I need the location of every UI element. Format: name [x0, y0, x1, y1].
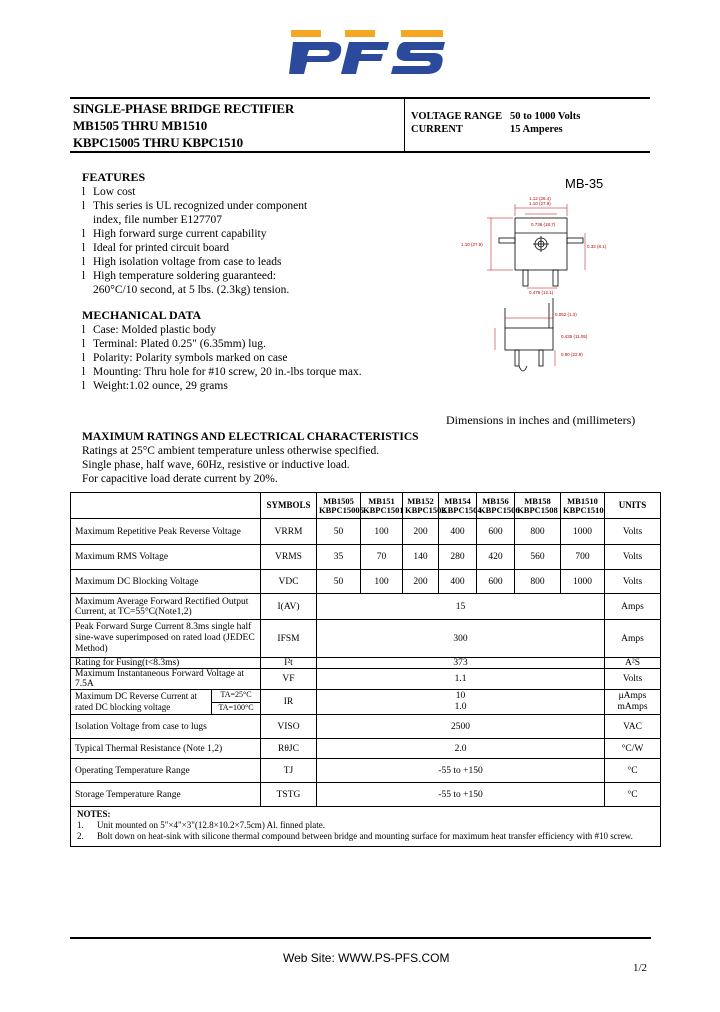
bullet-icon: l: [82, 324, 86, 336]
voltage-range-value: 50 to 1000 Volts: [510, 111, 581, 122]
mechanical-item: l Case: Molded plastic body: [82, 324, 216, 336]
value-cell: 700: [561, 545, 605, 570]
value-cell: 50: [317, 570, 361, 594]
feature-item: l Low cost: [82, 186, 136, 198]
feature-item: 260°C/10 second, at 5 lbs. (2.3kg) tension.: [93, 284, 290, 296]
param-cell: Maximum RMS Voltage: [71, 545, 261, 570]
unit-cell: Volts: [605, 669, 661, 690]
value-cell: 420: [477, 545, 515, 570]
ratings-note: Single phase, half wave, 60Hz, resistive or inductive load.: [82, 459, 350, 471]
mechanical-item: l Polarity: Polarity symbols marked on case: [82, 352, 288, 364]
dimension-label: 1.12 (28.4): [529, 196, 551, 201]
feature-item: l High isolation voltage from case to leads: [82, 256, 282, 268]
table-row: [71, 739, 661, 759]
value-cell: -55 to +150: [317, 783, 605, 807]
dimension-label: 1.10 (27.9): [461, 242, 483, 247]
value-cell: 373: [317, 658, 605, 669]
note-item: 2. Bolt down on heat-sink with silicone thermal compound between bridge and mounting surface for maximum heat transfer efficiency with #10 screw.: [77, 831, 633, 841]
dimension-label: 0.435 (11.05): [561, 334, 588, 339]
note-item: 1. Unit mounted on 5"×4"×3"(12.8×10.2×7.5cm) Al. finned plate.: [77, 820, 326, 830]
value-cell: 560: [515, 545, 561, 570]
mechanical-list: [82, 323, 362, 393]
table-row: [71, 594, 661, 620]
part-header: MB151 KBPC1501: [361, 493, 403, 519]
param-cell: Maximum DC Blocking Voltage: [71, 570, 261, 594]
value-cell: -55 to +150: [317, 759, 605, 783]
notes-cell: [71, 807, 661, 847]
page-number: 1/2: [633, 962, 648, 974]
mechanical-title: MECHANICAL DATA: [82, 308, 202, 322]
ratings-note: Ratings at 25°C ambient temperature unless otherwise specified.: [82, 445, 380, 457]
value-cell: 300: [317, 620, 605, 658]
unit-cell: Amps: [605, 594, 661, 620]
voltage-range-label: VOLTAGE RANGE: [411, 111, 503, 122]
mechanical-item: l Terminal: Plated 0.25" (6.35mm) lug.: [82, 338, 266, 350]
bullet-icon: l: [82, 200, 86, 212]
current-label: CURRENT: [411, 124, 463, 135]
table-row: [71, 759, 661, 783]
table-row: [71, 620, 661, 658]
table-notes-row: [71, 807, 661, 847]
value-cell: 800: [515, 570, 561, 594]
value-cell: 600: [477, 570, 515, 594]
header-bottom-rule: [70, 151, 650, 153]
symbol-cell: IFSM: [261, 620, 317, 658]
unit-cell: Volts: [605, 570, 661, 594]
features-title: FEATURES: [82, 170, 146, 184]
value-cell: 1000: [561, 570, 605, 594]
symbols-header: SYMBOLS: [261, 493, 317, 519]
value-cell: 200: [403, 570, 439, 594]
table-row: [71, 690, 661, 715]
part-header: MB1510 KBPC1510: [561, 493, 605, 519]
value-cell: 100: [361, 570, 403, 594]
value-cell: 140: [403, 545, 439, 570]
dimension-label: 0.476 (12.1): [529, 290, 554, 295]
param-cell: Maximum Average Forward Rectified Output Current, at TC=55°C(Note1,2): [71, 594, 261, 620]
feature-item: l High forward surge current capability: [82, 228, 267, 240]
unit-cell: °C: [605, 783, 661, 807]
feature-item: l High temperature soldering guaranteed:: [82, 270, 276, 282]
unit-cell: μAmps mAmps: [605, 690, 661, 715]
value-cell: 600: [477, 519, 515, 545]
table-header-row: [71, 493, 661, 519]
table-row: [71, 783, 661, 807]
unit-cell: °C/W: [605, 739, 661, 759]
footer-rule: [70, 937, 651, 939]
value-cell: 400: [439, 570, 477, 594]
feature-item: l Ideal for printed circuit board: [82, 242, 230, 254]
mechanical-item: l Mounting: Thru hole for #10 screw, 20 in.-lbs torque max.: [82, 366, 362, 378]
header-top-rule: [70, 97, 650, 99]
feature-item: index, file number E127707: [93, 214, 223, 226]
symbol-cell: VF: [261, 669, 317, 690]
param-cell: Storage Temperature Range: [71, 783, 261, 807]
table-row: [71, 669, 661, 690]
symbol-cell: VRMS: [261, 545, 317, 570]
symbol-cell: VDC: [261, 570, 317, 594]
unit-cell: Volts: [605, 519, 661, 545]
bullet-icon: l: [82, 338, 86, 350]
value-cell: 1000: [561, 519, 605, 545]
value-cell: 400: [439, 519, 477, 545]
value-cell: 2500: [317, 715, 605, 739]
param-cell: Rating for Fusing(t<8.3ms): [71, 658, 261, 669]
part-header: MB156 KBPC1506: [477, 493, 515, 519]
header-divider: [404, 99, 405, 151]
unit-cell: Amps: [605, 620, 661, 658]
website-link[interactable]: Web Site: WWW.PS-PFS.COM: [283, 951, 450, 965]
dimension-label: 0.90 (22.9): [561, 352, 583, 357]
bullet-icon: l: [82, 256, 86, 268]
unit-cell: VAC: [605, 715, 661, 739]
dimension-label: 1.10 (27.9): [529, 201, 551, 206]
table-row: [71, 519, 661, 545]
value-cell: 35: [317, 545, 361, 570]
unit-cell: Volts: [605, 545, 661, 570]
pfs-logo: [283, 26, 458, 78]
symbol-cell: RθJC: [261, 739, 317, 759]
value-cell: 800: [515, 519, 561, 545]
notes-title: NOTES:: [77, 809, 111, 819]
package-outline-drawing: [445, 178, 645, 408]
ratings-table: [70, 492, 661, 847]
dimension-label: 0.052 (1.3): [555, 312, 577, 317]
bullet-icon: l: [82, 228, 86, 240]
symbol-cell: VRRM: [261, 519, 317, 545]
part-header: MB1505 KBPC15005: [317, 493, 361, 519]
mechanical-item: l Weight:1.02 ounce, 29 grams: [82, 380, 228, 392]
part-header: MB154 KBPC1504: [439, 493, 477, 519]
bullet-icon: l: [82, 270, 86, 282]
symbol-cell: I²t: [261, 658, 317, 669]
value-cell: 15: [317, 594, 605, 620]
table-row: [71, 658, 661, 669]
product-title: SINGLE-PHASE BRIDGE RECTIFIER: [73, 101, 295, 116]
dimension-label: 0.736 (18.7): [531, 222, 556, 227]
value-cell: 1.1: [317, 669, 605, 690]
bullet-icon: l: [82, 242, 86, 254]
param-header: [71, 493, 261, 519]
units-header: UNITS: [605, 493, 661, 519]
package-label: MB-35: [565, 176, 604, 191]
value-cell: 50: [317, 519, 361, 545]
part-header: MB152 KBPC1502: [403, 493, 439, 519]
value-cell: 100: [361, 519, 403, 545]
symbol-cell: I(AV): [261, 594, 317, 620]
bullet-icon: l: [82, 186, 86, 198]
ratings-title: MAXIMUM RATINGS AND ELECTRICAL CHARACTERISTICS: [82, 431, 419, 443]
feature-item: l This series is UL recognized under component: [82, 200, 308, 212]
param-cell: Maximum Instantaneous Forward Voltage at 7.5A: [71, 669, 261, 690]
symbol-cell: IR: [261, 690, 317, 715]
value-cell: 2.0: [317, 739, 605, 759]
param-cell: Operating Temperature Range: [71, 759, 261, 783]
current-value: 15 Amperes: [510, 124, 563, 135]
value-cell: 10 1.0: [317, 690, 605, 715]
value-cell: 70: [361, 545, 403, 570]
part-header: MB158 KBPC1508: [515, 493, 561, 519]
dimension-label: 0.32 (8.1): [587, 244, 607, 249]
param-cell: Maximum DC Reverse Current at rated DC blocking voltage TA=25°C TA=100°C: [71, 690, 261, 715]
param-cell: Typical Thermal Resistance (Note 1,2): [71, 739, 261, 759]
bullet-icon: l: [82, 380, 86, 392]
symbol-cell: TJ: [261, 759, 317, 783]
product-subtitle-kbpc: KBPC15005 THRU KBPC1510: [73, 135, 243, 150]
param-cell: Peak Forward Surge Current 8.3ms single half sine-wave superimposed on rated load (JEDEC Method): [71, 620, 261, 658]
table-row: [71, 570, 661, 594]
value-cell: 200: [403, 519, 439, 545]
dimensions-caption: Dimensions in inches and (millimeters): [446, 413, 636, 427]
table-row: [71, 715, 661, 739]
unit-cell: A²S: [605, 658, 661, 669]
product-subtitle-mb: MB1505 THRU MB1510: [73, 118, 208, 133]
bullet-icon: l: [82, 352, 86, 364]
symbol-cell: VISO: [261, 715, 317, 739]
table-row: [71, 545, 661, 570]
symbol-cell: TSTG: [261, 783, 317, 807]
bullet-icon: l: [82, 366, 86, 378]
features-list: [82, 185, 307, 297]
dimension-labels: [461, 196, 607, 357]
value-cell: 280: [439, 545, 477, 570]
unit-cell: °C: [605, 759, 661, 783]
param-cell: Maximum Repetitive Peak Reverse Voltage: [71, 519, 261, 545]
param-cell: Isolation Voltage from case to lugs: [71, 715, 261, 739]
ratings-note: For capacitive load derate current by 20%.: [82, 473, 278, 485]
